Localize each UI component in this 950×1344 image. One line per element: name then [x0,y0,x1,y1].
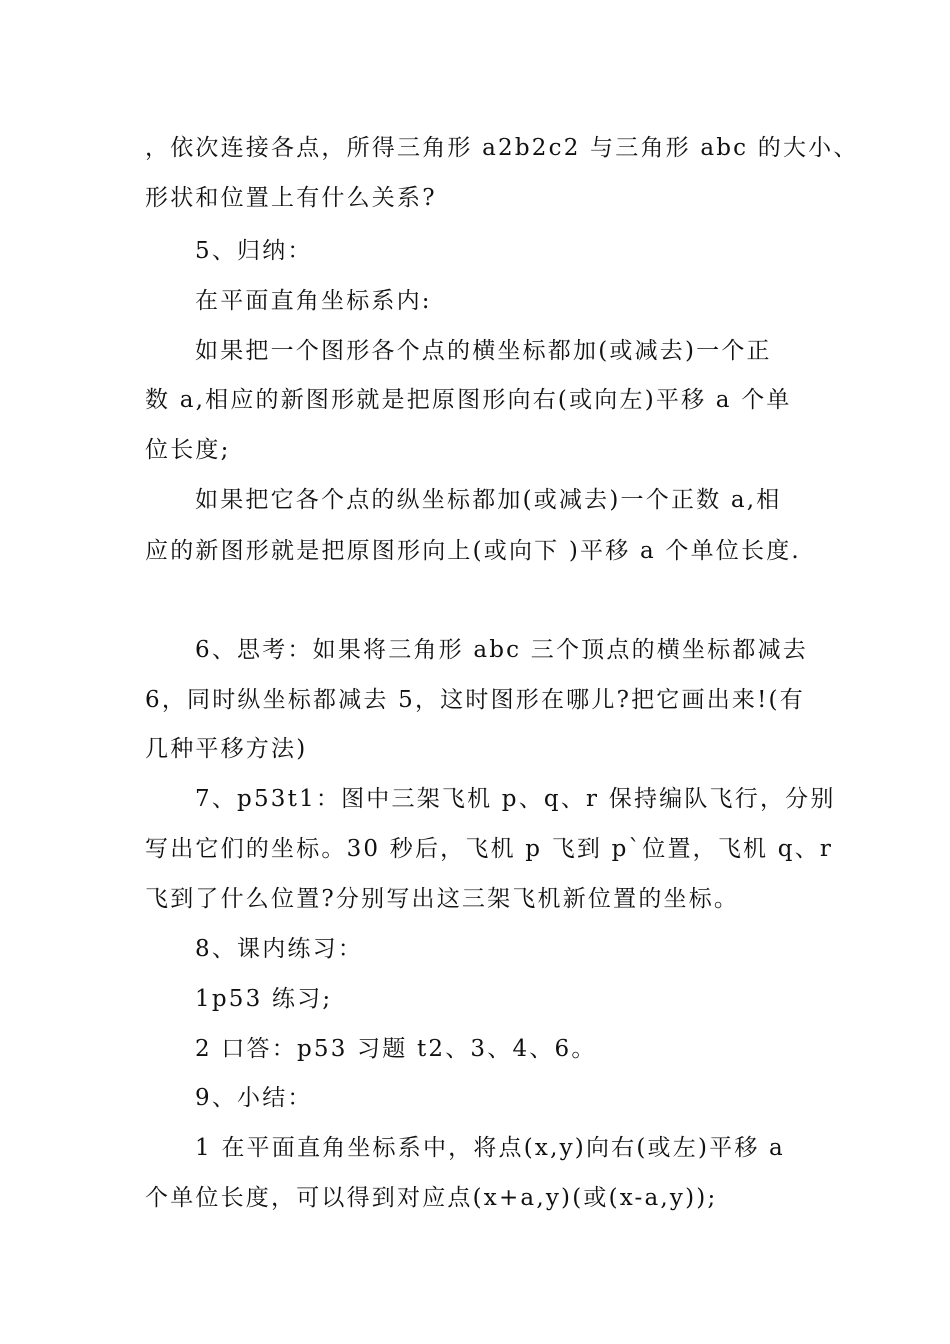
text-line: 位长度; [145,437,231,463]
text-line: 形状和位置上有什么关系? [145,185,437,211]
section-heading: 7、p53t1：图中三架飞机 p、q、r 保持编队飞行，分别 [195,786,836,812]
list-item: 1 在平面直角坐标系中，将点(x,y)向右(或左)平移 a [195,1135,785,1161]
text-line: 应的新图形就是把原图形向上(或向下 )平移 a 个单位长度. [145,538,801,564]
text-line: 6，同时纵坐标都减去 5，这时图形在哪儿?把它画出来!(有 [145,687,805,713]
section-heading: 5、归纳： [195,238,313,264]
text-line: 如果把它各个点的纵坐标都加(或减去)一个正数 a,相 [195,487,782,513]
text-line: ，依次连接各点，所得三角形 a2b2c2 与三角形 abc 的大小、 [145,135,859,161]
text-line: 几种平移方法) [145,736,308,762]
section-heading: 6、思考：如果将三角形 abc 三个顶点的横坐标都减去 [195,637,808,663]
section-heading: 9、小结： [195,1085,313,1111]
text-line: 数 a,相应的新图形就是把原图形向右(或向左)平移 a 个单 [145,387,792,413]
list-item: 2 口答：p53 习题 t2、3、4、6。 [195,1036,597,1062]
text-line: 如果把一个图形各个点的横坐标都加(或减去)一个正 [195,338,772,364]
text-line: 写出它们的坐标。30 秒后，飞机 p 飞到 p`位置，飞机 q、r [145,836,834,862]
text-line: 个单位长度，可以得到对应点(x+a,y)(或(x-a,y)); [145,1185,718,1211]
text-line: 飞到了什么位置?分别写出这三架飞机新位置的坐标。 [145,886,740,912]
list-item: 1p53 练习; [195,986,333,1012]
section-heading: 8、课内练习： [195,936,364,962]
text-line: 在平面直角坐标系内: [195,288,432,314]
